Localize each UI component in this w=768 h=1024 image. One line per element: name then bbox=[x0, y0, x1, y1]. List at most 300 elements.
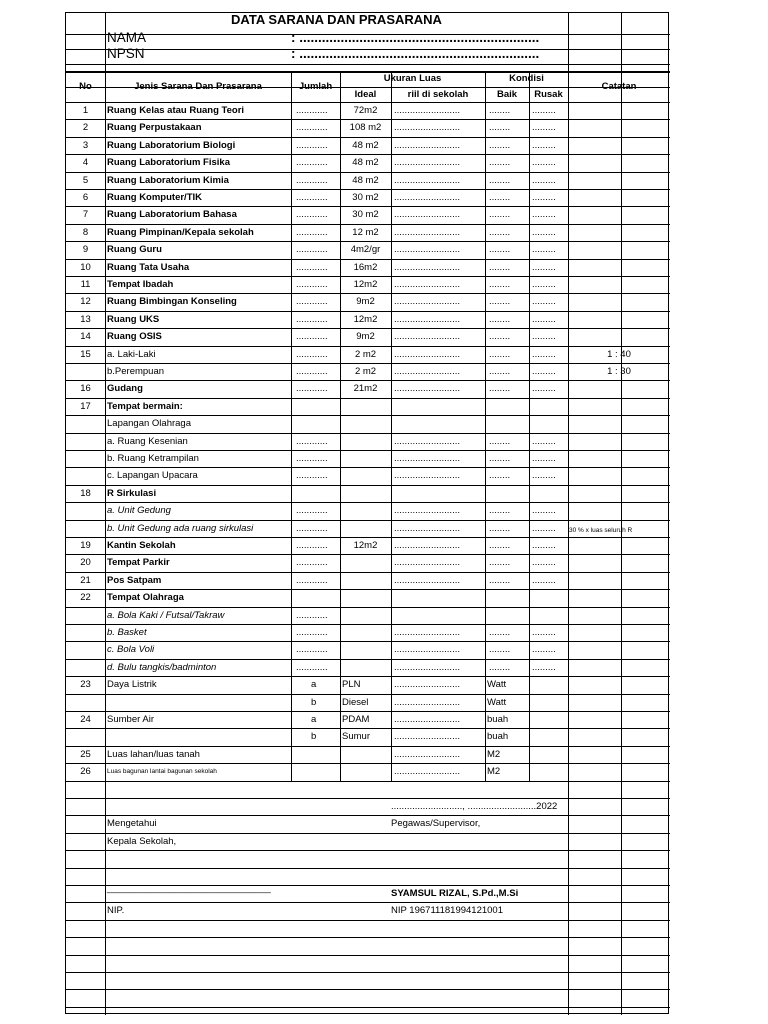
grid-line-h bbox=[66, 572, 670, 573]
row-riil: ......................... bbox=[394, 331, 460, 342]
row-baik: ........ bbox=[489, 314, 511, 325]
grid-line-h bbox=[66, 64, 670, 65]
grid-line-h bbox=[66, 711, 670, 712]
row-name: a. Unit Gedung bbox=[107, 505, 171, 516]
grid-line-h bbox=[66, 955, 670, 956]
row-baik: ........ bbox=[489, 262, 511, 273]
grid-line-h bbox=[66, 694, 670, 695]
row-jumlah: ............ bbox=[296, 296, 328, 307]
grid-line-h bbox=[66, 224, 670, 225]
row-unit: Watt bbox=[487, 697, 507, 708]
row-number: 21 bbox=[80, 575, 91, 586]
row-name: b. Basket bbox=[107, 627, 147, 638]
row-jumlah: ............ bbox=[296, 575, 328, 586]
row-ideal: PDAM bbox=[342, 714, 370, 725]
row-number: 5 bbox=[82, 175, 89, 186]
header-ideal: Ideal bbox=[354, 89, 377, 100]
row-unit: Watt bbox=[487, 679, 507, 690]
row-name: Ruang Guru bbox=[107, 244, 162, 255]
row-name: b.Perempuan bbox=[107, 366, 165, 377]
row-name: Ruang Bimbingan Konseling bbox=[107, 296, 237, 307]
row-riil: ......................... bbox=[394, 192, 460, 203]
row-number: 9 bbox=[82, 244, 89, 255]
header-baik: Baik bbox=[496, 89, 518, 100]
signature-left-name: _______________________________ bbox=[107, 883, 271, 894]
grid-line-h bbox=[66, 206, 670, 207]
row-rusak: ......... bbox=[532, 279, 556, 290]
row-ideal: 108 m2 bbox=[349, 122, 382, 133]
row-jumlah: ............ bbox=[296, 105, 328, 116]
row-baik: ........ bbox=[489, 366, 511, 377]
grid-line-h bbox=[66, 972, 670, 973]
row-name: Ruang UKS bbox=[107, 314, 160, 325]
row-baik: ........ bbox=[489, 383, 511, 394]
row-number: 7 bbox=[82, 209, 89, 220]
row-ideal: 48 m2 bbox=[352, 140, 379, 151]
row-jumlah: ............ bbox=[296, 662, 328, 673]
grid-line-v bbox=[529, 72, 530, 781]
row-catatan: 1 : 40 bbox=[607, 349, 631, 360]
row-name: Luas lahan/luas tanah bbox=[107, 749, 200, 760]
grid-line-h bbox=[66, 119, 670, 120]
row-number: 6 bbox=[82, 192, 89, 203]
grid-line-v bbox=[291, 72, 292, 781]
row-ideal: 4m2/gr bbox=[350, 244, 381, 255]
row-name: Tempat Parkir bbox=[107, 557, 170, 568]
row-unit: M2 bbox=[487, 766, 501, 777]
row-jumlah: ............ bbox=[296, 505, 328, 516]
row-baik: ........ bbox=[489, 157, 511, 168]
row-number: 2 bbox=[82, 122, 89, 133]
grid-line-h bbox=[66, 937, 670, 938]
grid-line-h bbox=[66, 798, 670, 799]
row-riil: ......................... bbox=[394, 262, 460, 273]
row-baik: ........ bbox=[489, 557, 511, 568]
row-jumlah: ............ bbox=[296, 140, 328, 151]
row-name: Pos Satpam bbox=[107, 575, 162, 586]
grid-line-h bbox=[66, 467, 670, 468]
row-name: Ruang Laboratorium Kimia bbox=[107, 175, 229, 186]
row-riil: ......................... bbox=[394, 714, 460, 725]
row-jumlah: ............ bbox=[296, 644, 328, 655]
row-number: 15 bbox=[80, 349, 91, 360]
row-name: Daya Listrik bbox=[107, 679, 157, 690]
row-ideal: 12m2 bbox=[353, 540, 378, 551]
row-jumlah: ............ bbox=[296, 383, 328, 394]
row-jumlah: ............ bbox=[296, 227, 328, 238]
row-baik: ........ bbox=[489, 244, 511, 255]
row-riil: ......................... bbox=[394, 314, 460, 325]
row-ideal: 30 m2 bbox=[352, 209, 379, 220]
row-number: 10 bbox=[80, 262, 91, 273]
row-riil: ......................... bbox=[394, 575, 460, 586]
row-jumlah: ............ bbox=[296, 314, 328, 325]
row-name: b. Unit Gedung ada ruang sirkulasi bbox=[107, 523, 254, 534]
row-riil: ......................... bbox=[394, 140, 460, 151]
row-name: Lapangan Olahraga bbox=[107, 418, 191, 429]
grid-line-h bbox=[66, 311, 670, 312]
row-baik: ........ bbox=[489, 227, 511, 238]
grid-line-h bbox=[66, 607, 670, 608]
row-ideal: 9m2 bbox=[356, 331, 375, 342]
row-rusak: ......... bbox=[532, 157, 556, 168]
row-unit: buah bbox=[487, 714, 509, 725]
grid-line-v bbox=[485, 72, 486, 781]
row-name: a. Ruang Kesenian bbox=[107, 436, 188, 447]
grid-line-h bbox=[66, 850, 670, 851]
row-name: Tempat bermain: bbox=[107, 401, 183, 412]
row-jumlah: ............ bbox=[296, 331, 328, 342]
row-riil: ......................... bbox=[394, 209, 460, 220]
row-sub: b bbox=[311, 697, 317, 708]
row-baik: ........ bbox=[489, 105, 511, 116]
grid-line-h bbox=[66, 363, 670, 364]
grid-line-h bbox=[66, 346, 670, 347]
row-jumlah: ............ bbox=[296, 436, 328, 447]
row-rusak: ......... bbox=[532, 140, 556, 151]
row-riil: ......................... bbox=[394, 627, 460, 638]
identity-value: : ................................................................ bbox=[291, 30, 540, 45]
signature-left-line2: Kepala Sekolah, bbox=[107, 835, 177, 847]
grid-line-h bbox=[66, 172, 670, 173]
row-jumlah: ............ bbox=[296, 366, 328, 377]
row-baik: ........ bbox=[489, 453, 511, 464]
identity-label: NAMA bbox=[107, 30, 147, 45]
row-name: Gudang bbox=[107, 383, 143, 394]
grid-line-h bbox=[66, 259, 670, 260]
row-baik: ........ bbox=[489, 662, 511, 673]
row-rusak: ......... bbox=[532, 383, 556, 394]
row-number: 26 bbox=[80, 766, 91, 777]
row-number: 14 bbox=[80, 331, 91, 342]
data-sheet bbox=[65, 12, 669, 1014]
row-riil: ......................... bbox=[394, 557, 460, 568]
grid-line-v bbox=[391, 72, 392, 781]
row-rusak: ......... bbox=[532, 122, 556, 133]
row-number: 18 bbox=[80, 488, 91, 499]
row-ideal: 12m2 bbox=[353, 279, 378, 290]
grid-line-h bbox=[66, 276, 670, 277]
row-riil: ......................... bbox=[394, 505, 460, 516]
grid-line-h bbox=[66, 902, 670, 903]
row-number: 17 bbox=[80, 401, 91, 412]
row-rusak: ......... bbox=[532, 314, 556, 325]
row-riil: ......................... bbox=[394, 470, 460, 481]
row-rusak: ......... bbox=[532, 575, 556, 586]
row-rusak: ......... bbox=[532, 366, 556, 377]
grid-line-v bbox=[621, 13, 622, 1015]
row-baik: ........ bbox=[489, 140, 511, 151]
grid-line-h bbox=[66, 728, 670, 729]
identity-label: NPSN bbox=[107, 46, 145, 61]
row-ideal: PLN bbox=[342, 679, 361, 690]
row-riil: ......................... bbox=[394, 175, 460, 186]
grid-line-h bbox=[66, 450, 670, 451]
row-name: Ruang Perpustakaan bbox=[107, 122, 202, 133]
row-baik: ........ bbox=[489, 122, 511, 133]
grid-line-h bbox=[66, 502, 670, 503]
row-jumlah: ............ bbox=[296, 349, 328, 360]
row-rusak: ......... bbox=[532, 227, 556, 238]
row-baik: ........ bbox=[489, 523, 511, 534]
grid-line-h bbox=[66, 137, 670, 138]
page-title: DATA SARANA DAN PRASARANA bbox=[231, 12, 442, 27]
row-baik: ........ bbox=[489, 192, 511, 203]
header-kondisi: Kondisi bbox=[509, 73, 544, 84]
grid-line-h bbox=[66, 746, 670, 747]
row-riil: ......................... bbox=[394, 662, 460, 673]
row-rusak: ......... bbox=[532, 540, 556, 551]
row-jumlah: ............ bbox=[296, 192, 328, 203]
row-rusak: ......... bbox=[532, 244, 556, 255]
row-rusak: ......... bbox=[532, 331, 556, 342]
row-jumlah: ............ bbox=[296, 262, 328, 273]
row-jumlah: ............ bbox=[296, 175, 328, 186]
grid-line-h bbox=[66, 328, 670, 329]
row-name: R Sirkulasi bbox=[107, 488, 157, 499]
row-name: Ruang Komputer/TIK bbox=[107, 192, 202, 203]
row-name: Ruang OSIS bbox=[107, 331, 162, 342]
row-name: Tempat Ibadah bbox=[107, 279, 174, 290]
row-riil: ......................... bbox=[394, 540, 460, 551]
grid-line-h bbox=[66, 1007, 670, 1008]
row-name: a. Laki-Laki bbox=[107, 349, 156, 360]
row-baik: ........ bbox=[489, 296, 511, 307]
row-ideal: 9m2 bbox=[356, 296, 375, 307]
header-jumlah: Jumlah bbox=[298, 81, 333, 92]
row-name: Luas bagunan lantai bagunan sekolah bbox=[107, 768, 217, 775]
row-rusak: ......... bbox=[532, 175, 556, 186]
header-ukuran: Ukuran Luas bbox=[383, 73, 442, 84]
row-number: 3 bbox=[82, 140, 89, 151]
grid-line-h bbox=[66, 815, 670, 816]
row-rusak: ......... bbox=[532, 436, 556, 447]
row-ideal: Sumur bbox=[342, 731, 370, 742]
row-jumlah: ............ bbox=[296, 540, 328, 551]
row-name: a. Bola Kaki / Futsal/Takraw bbox=[107, 610, 225, 621]
row-jumlah: ............ bbox=[296, 122, 328, 133]
grid-line-h bbox=[66, 624, 670, 625]
row-baik: ........ bbox=[489, 279, 511, 290]
row-riil: ......................... bbox=[394, 679, 460, 690]
row-name: Ruang Laboratorium Biologi bbox=[107, 140, 236, 151]
grid-line-v bbox=[105, 13, 106, 1015]
row-name: Tempat Olahraga bbox=[107, 592, 184, 603]
row-number: 20 bbox=[80, 557, 91, 568]
row-riil: ......................... bbox=[394, 366, 460, 377]
row-name: Kantin Sekolah bbox=[107, 540, 176, 551]
row-ideal: 12m2 bbox=[353, 314, 378, 325]
grid-line-h bbox=[66, 641, 670, 642]
grid-line-h bbox=[66, 433, 670, 434]
row-name: Ruang Pimpinan/Kepala sekolah bbox=[107, 227, 254, 238]
grid-line-h bbox=[66, 676, 670, 677]
grid-line-h bbox=[66, 781, 670, 782]
row-rusak: ......... bbox=[532, 349, 556, 360]
grid-line-h bbox=[66, 554, 670, 555]
row-rusak: ......... bbox=[532, 296, 556, 307]
row-rusak: ......... bbox=[532, 470, 556, 481]
signature-left-line1: Mengetahui bbox=[107, 818, 157, 830]
row-baik: ........ bbox=[489, 627, 511, 638]
row-baik: ........ bbox=[489, 505, 511, 516]
grid-line-h bbox=[66, 189, 670, 190]
row-ideal: 2 m2 bbox=[354, 366, 377, 377]
row-rusak: ......... bbox=[532, 262, 556, 273]
grid-line-h bbox=[66, 989, 670, 990]
identity-value: : ................................................................ bbox=[291, 46, 540, 61]
row-number: 25 bbox=[80, 749, 91, 760]
row-number: 1 bbox=[82, 105, 89, 116]
row-catatan: 1 : 30 bbox=[607, 366, 631, 377]
row-jumlah: ............ bbox=[296, 470, 328, 481]
row-name: Ruang Tata Usaha bbox=[107, 262, 190, 273]
row-baik: ........ bbox=[489, 575, 511, 586]
row-baik: ........ bbox=[489, 349, 511, 360]
row-baik: ........ bbox=[489, 175, 511, 186]
row-number: 23 bbox=[80, 679, 91, 690]
row-name: b. Ruang Ketrampilan bbox=[107, 453, 199, 464]
row-baik: ........ bbox=[489, 209, 511, 220]
row-baik: ........ bbox=[489, 540, 511, 551]
row-ideal: 72m2 bbox=[353, 105, 378, 116]
row-unit: M2 bbox=[487, 749, 501, 760]
row-catatan: 30 % x luas seluruh R bbox=[569, 527, 633, 534]
row-jumlah: ............ bbox=[296, 209, 328, 220]
row-riil: ......................... bbox=[394, 105, 460, 116]
header-riil: riil di sekolah bbox=[407, 89, 469, 100]
row-jumlah: ............ bbox=[296, 627, 328, 638]
row-baik: ........ bbox=[489, 331, 511, 342]
grid-line-h bbox=[66, 102, 670, 103]
row-riil: ......................... bbox=[394, 697, 460, 708]
row-jumlah: ............ bbox=[296, 244, 328, 255]
row-rusak: ......... bbox=[532, 453, 556, 464]
grid-line-h bbox=[66, 537, 670, 538]
row-baik: ........ bbox=[489, 436, 511, 447]
row-name: Ruang Laboratorium Fisika bbox=[107, 157, 230, 168]
row-ideal: 48 m2 bbox=[352, 157, 379, 168]
header-jenis: Jenis Sarana Dan Prasarana bbox=[134, 81, 262, 92]
row-number: 11 bbox=[80, 279, 91, 290]
signature-right-line1: Pegawas/Supervisor, bbox=[391, 818, 481, 830]
row-jumlah: ............ bbox=[296, 557, 328, 568]
grid-line-h bbox=[66, 763, 670, 764]
signature-right-nip: NIP 196711181994121001 bbox=[391, 905, 503, 917]
grid-line-h bbox=[66, 293, 670, 294]
row-name: Ruang Laboratorium Bahasa bbox=[107, 209, 237, 220]
row-baik: ........ bbox=[489, 470, 511, 481]
row-ideal: 2 m2 bbox=[354, 349, 377, 360]
row-rusak: ......... bbox=[532, 644, 556, 655]
grid-line-h bbox=[66, 241, 670, 242]
header-catatan: Catatan bbox=[601, 81, 637, 92]
grid-line-h bbox=[66, 920, 670, 921]
signature-date: ..........................., ..........................2022 bbox=[391, 801, 558, 812]
row-number: 24 bbox=[80, 714, 91, 725]
row-number: 12 bbox=[80, 296, 91, 307]
row-riil: ......................... bbox=[394, 766, 460, 777]
row-ideal: 12 m2 bbox=[352, 227, 379, 238]
header-rusak: Rusak bbox=[534, 89, 563, 100]
row-name: Sumber Air bbox=[107, 714, 154, 725]
row-riil: ......................... bbox=[394, 279, 460, 290]
row-jumlah: ............ bbox=[296, 523, 328, 534]
row-rusak: ......... bbox=[532, 505, 556, 516]
row-riil: ......................... bbox=[394, 436, 460, 447]
grid-line-h bbox=[66, 485, 670, 486]
grid-line-v bbox=[568, 13, 569, 1015]
row-rusak: ......... bbox=[532, 523, 556, 534]
row-rusak: ......... bbox=[532, 662, 556, 673]
row-name: c. Lapangan Upacara bbox=[107, 470, 198, 481]
row-rusak: ......... bbox=[532, 192, 556, 203]
row-number: 22 bbox=[80, 592, 91, 603]
row-name: c. Bola Voli bbox=[107, 644, 155, 655]
grid-line-h bbox=[66, 398, 670, 399]
row-riil: ......................... bbox=[394, 244, 460, 255]
row-ideal: 21m2 bbox=[353, 383, 378, 394]
row-jumlah: ............ bbox=[296, 453, 328, 464]
row-baik: ........ bbox=[489, 644, 511, 655]
row-unit: buah bbox=[487, 731, 509, 742]
row-jumlah: ............ bbox=[296, 157, 328, 168]
row-number: 4 bbox=[82, 157, 89, 168]
row-ideal: 30 m2 bbox=[352, 192, 379, 203]
row-riil: ......................... bbox=[394, 453, 460, 464]
row-number: 16 bbox=[80, 383, 91, 394]
row-sub: a bbox=[311, 679, 317, 690]
row-rusak: ......... bbox=[532, 209, 556, 220]
grid-line-h bbox=[66, 589, 670, 590]
row-ideal: Diesel bbox=[342, 697, 369, 708]
row-name: d. Bulu tangkis/badminton bbox=[107, 662, 217, 673]
row-jumlah: ............ bbox=[296, 279, 328, 290]
signature-right-name: SYAMSUL RIZAL, S.Pd.,M.Si bbox=[391, 888, 519, 899]
grid-line-h bbox=[66, 833, 670, 834]
signature-left-nip: NIP. bbox=[107, 905, 125, 917]
row-riil: ......................... bbox=[394, 731, 460, 742]
row-number: 13 bbox=[80, 314, 91, 325]
row-jumlah: ............ bbox=[296, 610, 328, 621]
row-riil: ......................... bbox=[394, 644, 460, 655]
row-riil: ......................... bbox=[394, 523, 460, 534]
row-rusak: ......... bbox=[532, 105, 556, 116]
row-number: 19 bbox=[80, 540, 91, 551]
row-riil: ......................... bbox=[394, 122, 460, 133]
row-number: 8 bbox=[82, 227, 89, 238]
row-riil: ......................... bbox=[394, 227, 460, 238]
grid-line-h bbox=[66, 659, 670, 660]
header-no: No bbox=[79, 81, 92, 92]
row-name: Ruang Kelas atau Ruang Teori bbox=[107, 105, 245, 116]
row-sub: a bbox=[311, 714, 317, 725]
row-riil: ......................... bbox=[394, 157, 460, 168]
row-riil: ......................... bbox=[394, 749, 460, 760]
row-sub: b bbox=[311, 731, 317, 742]
row-ideal: 48 m2 bbox=[352, 175, 379, 186]
grid-line-h bbox=[66, 380, 670, 381]
grid-line-h bbox=[66, 154, 670, 155]
row-riil: ......................... bbox=[394, 349, 460, 360]
row-ideal: 16m2 bbox=[353, 262, 378, 273]
row-riil: ......................... bbox=[394, 296, 460, 307]
row-rusak: ......... bbox=[532, 627, 556, 638]
grid-line-h bbox=[66, 415, 670, 416]
grid-line-h bbox=[66, 868, 670, 869]
row-rusak: ......... bbox=[532, 557, 556, 568]
row-riil: ......................... bbox=[394, 383, 460, 394]
